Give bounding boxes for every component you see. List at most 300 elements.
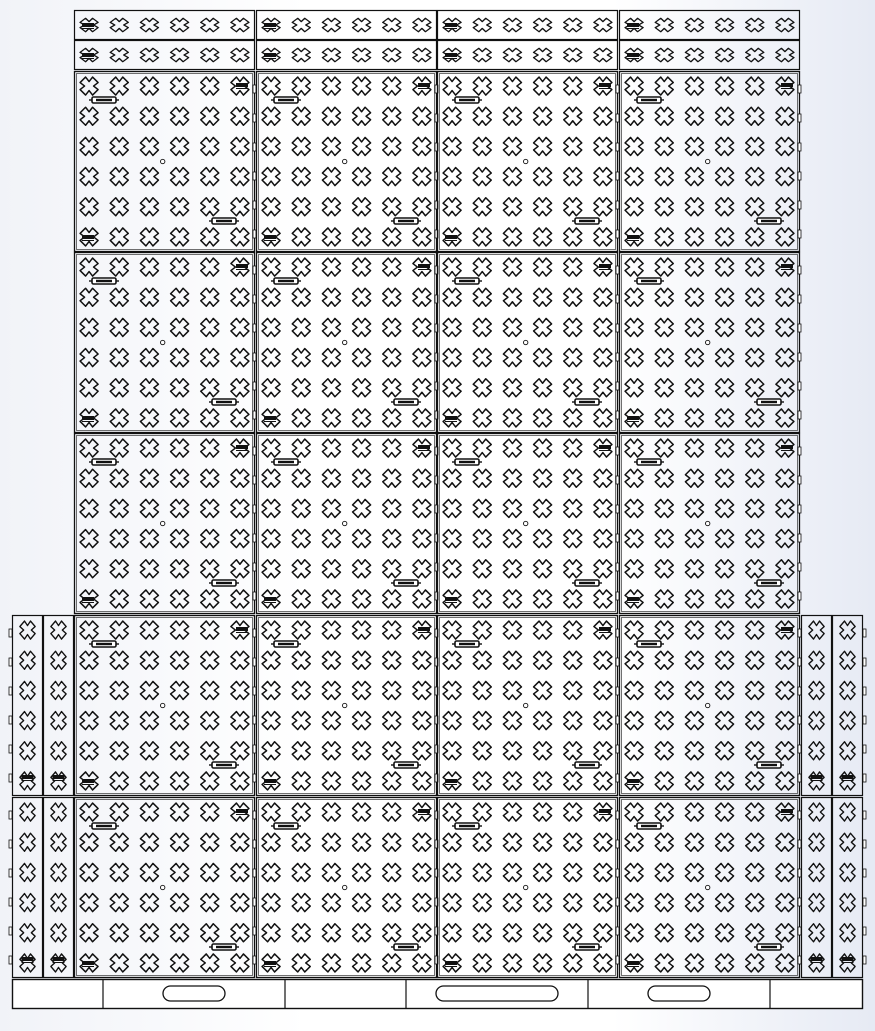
cross-perforation (594, 499, 612, 517)
cross-perforation (625, 681, 643, 699)
cross-perforation (473, 258, 491, 276)
cross-perforation (625, 803, 643, 821)
cross-perforation (110, 48, 128, 62)
cross-perforation (443, 530, 461, 548)
cross-perforation (353, 590, 371, 608)
cross-perforation (685, 168, 703, 186)
cross-perforation (140, 198, 158, 216)
alignment-hole (705, 340, 709, 344)
cross-perforation (564, 168, 582, 186)
cross-perforation (231, 379, 249, 397)
cross-perforation (473, 228, 491, 246)
cross-perforation (655, 772, 673, 790)
corner-mark (627, 779, 639, 785)
cross-perforation (231, 409, 249, 427)
cross-perforation (353, 349, 371, 367)
cross-perforation (231, 833, 249, 851)
cross-perforation (80, 621, 98, 639)
cross-perforation (716, 349, 734, 367)
cross-perforation (110, 198, 128, 216)
cross-perforation (140, 560, 158, 578)
cross-perforation (171, 409, 189, 427)
cross-perforation (80, 560, 98, 578)
cross-perforation (51, 621, 66, 639)
alignment-hole (705, 885, 709, 889)
cross-perforation (262, 621, 280, 639)
latch-clip (271, 97, 301, 103)
cross-perforation (140, 48, 158, 62)
alignment-hole (342, 521, 346, 525)
latch-clip (452, 641, 482, 647)
cross-perforation (322, 772, 340, 790)
cross-perforation (473, 409, 491, 427)
cross-perforation (201, 681, 219, 699)
latch-clip (754, 399, 784, 405)
cross-perforation (383, 863, 401, 881)
cross-perforation (262, 560, 280, 578)
cross-perforation (413, 18, 431, 32)
cross-perforation (292, 137, 310, 155)
cross-perforation (140, 621, 158, 639)
connector-tab (798, 476, 801, 484)
cross-perforation (171, 530, 189, 548)
cross-perforation (746, 803, 764, 821)
cross-perforation (262, 349, 280, 367)
cross-perforation (625, 198, 643, 216)
cross-perforation (443, 681, 461, 699)
cross-perforation (292, 349, 310, 367)
cross-perforation (473, 833, 491, 851)
cross-perforation (564, 318, 582, 336)
cross-perforation (746, 77, 764, 95)
cross-perforation (413, 651, 431, 669)
latch-clip (89, 278, 119, 284)
cross-perforation (534, 258, 552, 276)
cross-perforation (473, 772, 491, 790)
latch-clip (209, 944, 239, 950)
base-frame (13, 979, 863, 1009)
cross-perforation (322, 833, 340, 851)
cross-perforation (503, 621, 521, 639)
cross-perforation (655, 288, 673, 306)
cross-perforation (746, 318, 764, 336)
cross-perforation (171, 258, 189, 276)
connector-tab (253, 687, 256, 695)
cross-perforation (413, 469, 431, 487)
cross-perforation (625, 530, 643, 548)
cross-perforation (776, 833, 794, 851)
tile-lower-r2-c1 (75, 798, 257, 978)
cross-perforation (685, 833, 703, 851)
cross-perforation (383, 409, 401, 427)
connector-tab (253, 745, 256, 753)
cross-perforation (322, 379, 340, 397)
cross-perforation (322, 137, 340, 155)
cross-perforation (534, 409, 552, 427)
cross-perforation (383, 77, 401, 95)
cross-perforation (231, 168, 249, 186)
cross-perforation (353, 499, 371, 517)
cross-perforation (110, 742, 128, 760)
connector-tab (616, 927, 619, 935)
cross-perforation (201, 168, 219, 186)
cross-perforation (776, 894, 794, 912)
cross-perforation (322, 954, 340, 972)
cross-perforation (716, 712, 734, 730)
cross-perforation (353, 107, 371, 125)
connector-tab (616, 114, 619, 122)
cross-perforation (534, 803, 552, 821)
cross-perforation (503, 228, 521, 246)
cross-perforation (776, 288, 794, 306)
cross-perforation (685, 137, 703, 155)
cross-perforation (171, 48, 189, 62)
connector-tab (616, 382, 619, 390)
cross-perforation (262, 833, 280, 851)
cross-perforation (413, 530, 431, 548)
cross-perforation (353, 228, 371, 246)
cross-perforation (809, 924, 824, 942)
cross-perforation (443, 742, 461, 760)
connector-tab (253, 447, 256, 455)
cross-perforation (746, 288, 764, 306)
cross-perforation (292, 499, 310, 517)
cross-perforation (776, 168, 794, 186)
cross-perforation (110, 499, 128, 517)
cross-perforation (171, 137, 189, 155)
cross-perforation (716, 198, 734, 216)
cross-perforation (564, 894, 582, 912)
cross-perforation (746, 530, 764, 548)
cross-perforation (322, 409, 340, 427)
connector-tab (253, 534, 256, 542)
cross-perforation (503, 379, 521, 397)
cross-perforation (746, 742, 764, 760)
cross-perforation (322, 924, 340, 942)
connector-tab (616, 295, 619, 303)
connector-tab (616, 505, 619, 513)
cross-perforation (716, 258, 734, 276)
cross-perforation (473, 651, 491, 669)
cross-perforation (292, 833, 310, 851)
connector-tab (798, 658, 801, 666)
cross-perforation (353, 198, 371, 216)
tile-lower-r1-c2 (257, 616, 439, 796)
cross-perforation (383, 349, 401, 367)
latch-clip (209, 762, 239, 768)
cross-perforation (473, 439, 491, 457)
cross-perforation (746, 560, 764, 578)
cross-perforation (413, 349, 431, 367)
connector-tab (798, 629, 801, 637)
corner-mark (445, 779, 457, 785)
corner-mark (445, 53, 457, 59)
edge-strip-r1-1 (13, 616, 43, 796)
cross-perforation (292, 560, 310, 578)
cross-perforation (625, 833, 643, 851)
cross-perforation (534, 439, 552, 457)
cross-perforation (292, 409, 310, 427)
cross-perforation (110, 107, 128, 125)
cross-perforation (503, 499, 521, 517)
cross-perforation (201, 349, 219, 367)
latch-clip (89, 459, 119, 465)
latch-clip (754, 580, 784, 586)
cross-perforation (171, 954, 189, 972)
corner-mark (264, 235, 276, 241)
cross-perforation (292, 198, 310, 216)
latch-clip (452, 278, 482, 284)
cross-perforation (746, 469, 764, 487)
cross-perforation (292, 530, 310, 548)
tile-lower-r1-c3 (438, 616, 620, 796)
cross-perforation (383, 288, 401, 306)
cross-perforation (110, 833, 128, 851)
cross-perforation (594, 198, 612, 216)
cross-perforation (716, 530, 734, 548)
cross-perforation (322, 590, 340, 608)
half-strip-1-4 (620, 11, 800, 40)
cross-perforation (171, 560, 189, 578)
cross-perforation (353, 894, 371, 912)
cross-perforation (353, 530, 371, 548)
connector-tab (798, 840, 801, 848)
cross-perforation (353, 863, 371, 881)
corner-mark (82, 53, 94, 59)
connector-tab (798, 85, 801, 93)
cross-perforation (201, 409, 219, 427)
tile-upper-r3-c4 (620, 434, 802, 614)
cross-perforation (383, 530, 401, 548)
cross-perforation (413, 107, 431, 125)
cross-perforation (140, 18, 158, 32)
connector-tab (253, 840, 256, 848)
cross-perforation (51, 712, 66, 730)
connector-tab (798, 745, 801, 753)
cross-perforation (353, 954, 371, 972)
cross-perforation (110, 803, 128, 821)
cross-perforation (201, 712, 219, 730)
cross-perforation (201, 651, 219, 669)
cross-perforation (685, 349, 703, 367)
cross-perforation (231, 48, 249, 62)
cross-perforation (322, 318, 340, 336)
cross-perforation (625, 379, 643, 397)
cross-perforation (503, 48, 521, 62)
cross-perforation (534, 924, 552, 942)
cross-perforation (503, 439, 521, 457)
cross-perforation (171, 379, 189, 397)
connector-tab (9, 840, 12, 848)
cross-perforation (231, 590, 249, 608)
cross-perforation (776, 469, 794, 487)
cross-perforation (231, 318, 249, 336)
connector-tab (616, 716, 619, 724)
latch-clip (754, 218, 784, 224)
cross-perforation (473, 590, 491, 608)
cross-perforation (776, 48, 794, 62)
corner-mark (627, 23, 639, 29)
cross-perforation (20, 894, 35, 912)
connector-tab (798, 447, 801, 455)
cross-perforation (564, 833, 582, 851)
cross-perforation (413, 499, 431, 517)
connector-tab (253, 230, 256, 238)
cross-perforation (534, 894, 552, 912)
cross-perforation (383, 48, 401, 62)
handle-slot-2 (436, 986, 558, 1001)
cross-perforation (534, 499, 552, 517)
edge-strip-r2-3 (802, 798, 832, 978)
cross-perforation (655, 469, 673, 487)
cross-perforation (110, 590, 128, 608)
cross-perforation (171, 439, 189, 457)
cross-perforation (716, 499, 734, 517)
cross-perforation (353, 742, 371, 760)
connector-tab (253, 114, 256, 122)
cross-perforation (201, 560, 219, 578)
cross-perforation (413, 137, 431, 155)
cross-perforation (776, 318, 794, 336)
cross-perforation (262, 77, 280, 95)
cross-perforation (473, 18, 491, 32)
cross-perforation (383, 712, 401, 730)
cross-perforation (716, 137, 734, 155)
cross-perforation (840, 742, 855, 760)
cross-perforation (655, 954, 673, 972)
cross-perforation (171, 18, 189, 32)
cross-perforation (140, 137, 158, 155)
cross-perforation (110, 439, 128, 457)
cross-perforation (746, 651, 764, 669)
cross-perforation (292, 621, 310, 639)
cross-perforation (534, 228, 552, 246)
cross-perforation (201, 621, 219, 639)
cross-perforation (110, 137, 128, 155)
cross-perforation (231, 651, 249, 669)
corner-mark (82, 23, 94, 29)
cross-perforation (564, 288, 582, 306)
cross-perforation (383, 742, 401, 760)
cross-perforation (231, 228, 249, 246)
cross-perforation (809, 651, 824, 669)
cross-perforation (383, 439, 401, 457)
corner-mark (627, 597, 639, 603)
cross-perforation (110, 772, 128, 790)
cross-perforation (292, 77, 310, 95)
cross-perforation (171, 77, 189, 95)
cross-perforation (716, 651, 734, 669)
cross-perforation (625, 621, 643, 639)
cross-perforation (473, 107, 491, 125)
cross-perforation (353, 651, 371, 669)
connector-tab (863, 774, 866, 782)
cross-perforation (534, 590, 552, 608)
cross-perforation (625, 137, 643, 155)
connector-tab (253, 143, 256, 151)
cross-perforation (322, 681, 340, 699)
corner-mark (627, 53, 639, 59)
latch-clip (754, 944, 784, 950)
cross-perforation (292, 954, 310, 972)
cross-perforation (534, 681, 552, 699)
cross-perforation (685, 924, 703, 942)
cross-perforation (625, 894, 643, 912)
cross-perforation (443, 621, 461, 639)
connector-tab (616, 687, 619, 695)
cross-perforation (353, 621, 371, 639)
cross-perforation (201, 18, 219, 32)
cross-perforation (564, 77, 582, 95)
cross-perforation (685, 48, 703, 62)
cross-perforation (292, 439, 310, 457)
cross-perforation (776, 499, 794, 517)
cross-perforation (594, 651, 612, 669)
cross-perforation (201, 742, 219, 760)
cross-perforation (655, 18, 673, 32)
cross-perforation (140, 651, 158, 669)
tile-upper-r2-c3 (438, 253, 620, 433)
cross-perforation (171, 621, 189, 639)
alignment-hole (523, 521, 527, 525)
cross-perforation (201, 469, 219, 487)
cross-perforation (262, 137, 280, 155)
cross-perforation (564, 742, 582, 760)
cross-perforation (140, 772, 158, 790)
connector-tab (9, 629, 12, 637)
cross-perforation (503, 288, 521, 306)
connector-tab (253, 201, 256, 209)
cross-perforation (594, 349, 612, 367)
cross-perforation (110, 168, 128, 186)
alignment-hole (523, 885, 527, 889)
cross-perforation (503, 560, 521, 578)
cross-perforation (716, 833, 734, 851)
base-frame-rail (13, 979, 863, 1009)
cross-perforation (201, 288, 219, 306)
connector-tab (616, 811, 619, 819)
cross-perforation (746, 499, 764, 517)
cross-perforation (413, 379, 431, 397)
cross-perforation (443, 288, 461, 306)
tile-grid (75, 72, 802, 978)
cross-perforation (443, 77, 461, 95)
cross-perforation (110, 681, 128, 699)
cross-perforation (110, 712, 128, 730)
connector-tab (798, 266, 801, 274)
half-strip-2-1 (75, 41, 255, 70)
cross-perforation (716, 48, 734, 62)
connector-tab (863, 898, 866, 906)
cross-perforation (655, 742, 673, 760)
connector-tab (798, 898, 801, 906)
connector-tab (616, 774, 619, 782)
cross-perforation (716, 107, 734, 125)
cross-perforation (20, 803, 35, 821)
cross-perforation (503, 894, 521, 912)
connector-tab (253, 172, 256, 180)
latch-clip (391, 580, 421, 586)
cross-perforation (20, 621, 35, 639)
cross-perforation (201, 924, 219, 942)
cross-perforation (716, 621, 734, 639)
cross-perforation (534, 168, 552, 186)
cross-perforation (383, 621, 401, 639)
connector-tab (9, 745, 12, 753)
cross-perforation (80, 803, 98, 821)
cross-perforation (716, 560, 734, 578)
latch-clip (209, 218, 239, 224)
